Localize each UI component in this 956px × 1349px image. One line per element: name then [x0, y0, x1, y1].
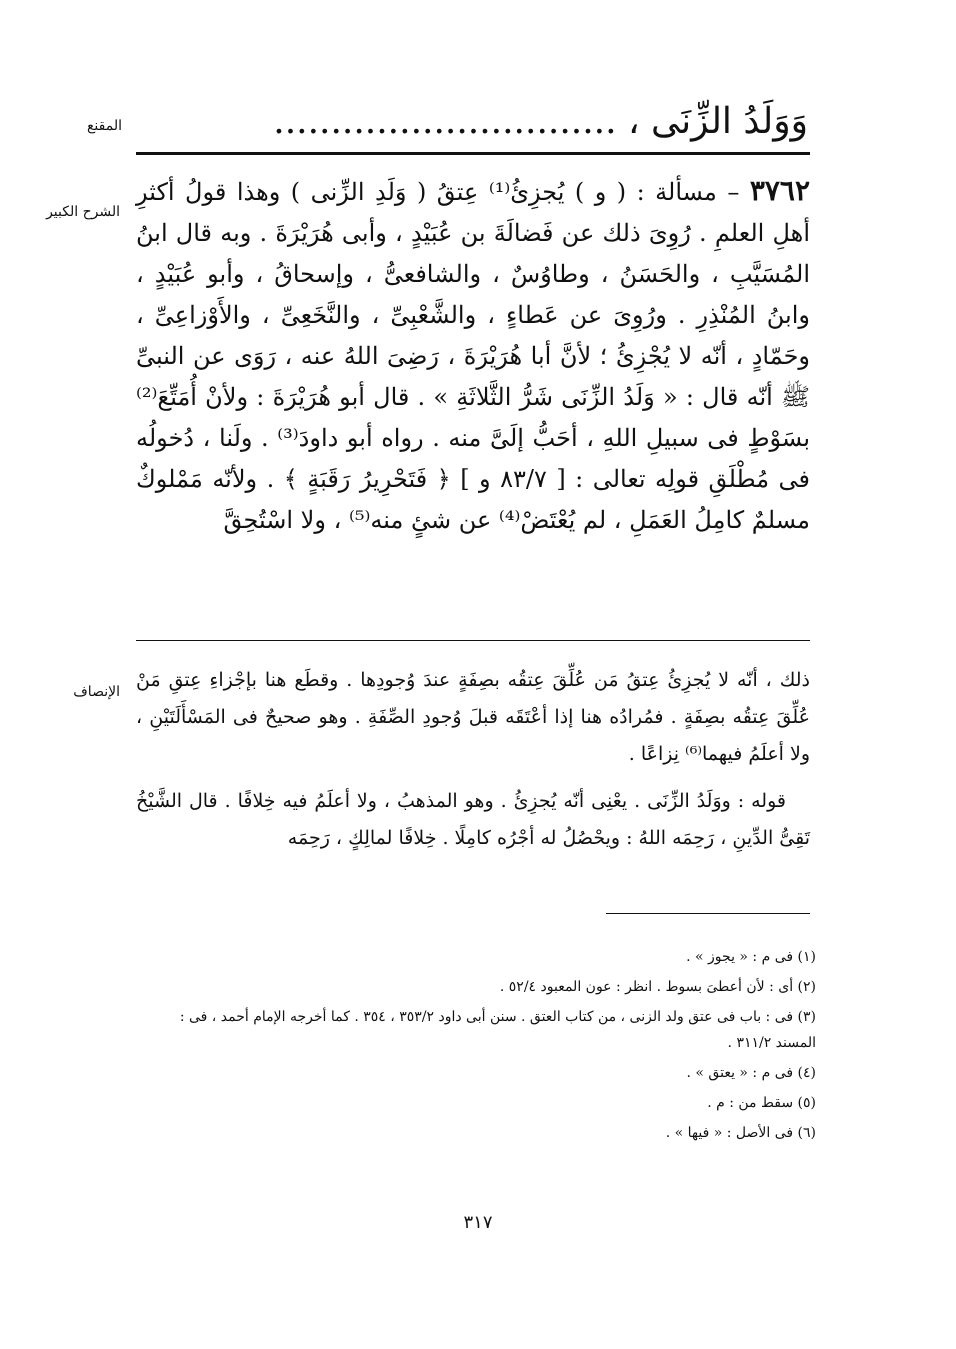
- page-number: ٣١٧: [463, 1212, 493, 1233]
- footnotes: [136, 944, 816, 1150]
- footnote-6: (٦) فى الأصل : « فيها » .: [665, 1125, 816, 1141]
- footnote-1: (١) فى م : « يجوز » .: [686, 949, 816, 965]
- sharh-section: [136, 170, 810, 630]
- issue-number: ٣٧٦٢: [749, 174, 810, 207]
- header-tag-muqni: المقنع: [86, 118, 122, 134]
- insaf-paragraph-1: ذلك ، أنّه لا يُجزِئُ عِتقُ مَن عُلِّقَ عِتقُه بصِفَةٍ عندَ وُجودِها . وقطَع هنا بإجْزاءِ عِتقِ مَنْ عُلِّقَ عِتقُه بصِفَةٍ . فمُرادُه هنا إذا أعْتَقَه قبلَ وُجودِ الصِّفَةِ . وهو صحيحٌ فى المَسْأَلَتَيْنِ ، ولا أعلَمُ فيهما⁽⁶⁾ نِزاعًا .: [136, 669, 810, 765]
- section-divider: [136, 640, 810, 641]
- footnote-2: (٢) أى : لأن أعطىَ بسوط . انظر : عون المعبود ٥٢/٤ .: [499, 979, 816, 995]
- footnote-4: (٤) فى م : « يعتق » .: [686, 1065, 816, 1081]
- side-label-insaf: الإنصاف: [73, 684, 120, 700]
- footnote-3: (٣) فى : باب فى عتق ولد الزنى ، من كتاب العتق . سنن أبى داود ٣٥٣/٢ ، ٣٥٤ . كما أخرجه الإمام أحمد ، فى : المسند ٣١١/٢ .: [179, 1009, 816, 1051]
- footnote-rule: [606, 913, 810, 914]
- side-label-sharh: الشرح الكبير: [46, 204, 120, 220]
- footnote-5: (٥) سقط من : م .: [707, 1095, 816, 1111]
- insaf-section: [136, 662, 810, 897]
- running-header-title: وَوَلَدُ الزِّنَى ، ..............................: [273, 101, 808, 142]
- insaf-paragraph-2: قوله : ووَلَدُ الزِّنَى . يعْنِى أنّه يُجزِئُ . وهو المذهبُ ، ولا أعلَمُ فيه خِلافًا . قال الشَّيْخُ تَقِىُّ الدِّينِ ، رَحِمَه اللهُ : ويحْصُلُ له أجْرُه كامِلًا . خِلافًا لمالِكٍ ، رَحِمَه: [136, 790, 810, 849]
- header-rule: [136, 152, 810, 155]
- sharh-paragraph: [136, 170, 810, 541]
- sharh-text: – مسألة : ( و ) يُجزِئُ⁽¹⁾ عِتقُ ( وَلَدِ الزِّنى ) وهذا قولُ أكثرِ أهلِ العلمِ . رُوِىَ ذلك عن فَضالَةَ بن عُبَيْدٍ ، وأبى هُرَيْرَةَ . وبه قال ابنُ المُسَيَّبِ ، والحَسَنُ ، وطاوُسٌ ، والشافعىُّ ، وإسحاقُ ، وأبو عُبَيْدٍ ، وابنُ المُنْذِرِ . ورُوِىَ عن عَطاءٍ ، والشَّعْبِىِّ ، والنَّخَعِىِّ ، والأَوْزاعِىِّ ، وحَمّادٍ ، أنّه لا يُجْزِئُ ؛ لأنَّ أبا هُرَيْرَةَ ، رَضِىَ اللهُ عنه ، رَوَى عن النبىِّ ﷺ أنّه قال : « وَلَدُ الزِّنَى شَرُّ الثَّلاثَةِ » . قال أبو هُرَيْرَةَ : ولأنْ أُمَتِّعَ⁽²⁾ بسَوْطٍ فى سبيلِ اللهِ ، أحَبُّ إلَىَّ منه . رواه أبو داودَ⁽³⁾ . ولَنا ، دُخولُه فى مُطْلَقِ قولِه تعالى : [ ٨٣/٧ و ] ﴿ فَتَحْرِيرُ رَقَبَةٍ ﴾ . ولأنّه مَمْلوكٌ مسلمٌ كامِلُ العَمَلِ ، لم يُعْتَضْ⁽⁴⁾ عن شئٍ منه⁽⁵⁾ ، ولا اسْتُحِقَّ: [136, 178, 810, 534]
